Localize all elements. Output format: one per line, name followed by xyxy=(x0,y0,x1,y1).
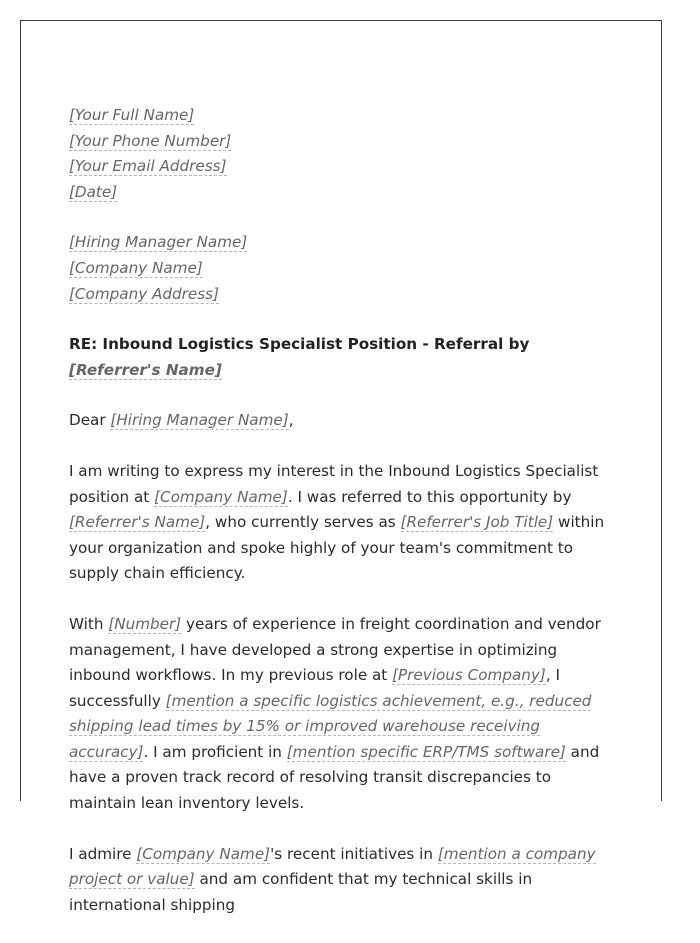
salutation-name: [Hiring Manager Name] xyxy=(110,411,289,430)
p2-text-1: With xyxy=(69,614,109,633)
paragraph-intro xyxy=(69,459,614,587)
p3-text-3: and am confident that my technical skills in international shipping xyxy=(69,870,533,914)
letter-date: [Date] xyxy=(69,182,118,201)
recipient-block xyxy=(69,230,614,307)
p1-text-2: . I was referred to this opportunity by xyxy=(287,487,572,506)
salutation-suffix: , xyxy=(288,411,294,430)
subject-referrer: [Referrer's Name] xyxy=(69,360,222,379)
paragraph-company-interest xyxy=(69,842,614,919)
recipient-manager: [Hiring Manager Name] xyxy=(69,233,248,252)
sender-email: [Your Email Address] xyxy=(69,157,227,176)
p2-software: [mention specific ERP/TMS software] xyxy=(286,742,566,761)
subject-line xyxy=(69,332,614,383)
recipient-address: [Company Address] xyxy=(69,284,220,303)
p2-previous-company: [Previous Company] xyxy=(392,666,546,685)
p2-text-2: years of experience in freight coordination and vendor management, I have developed a strong expertise in optimizing inbound workflows. In my previous role at xyxy=(69,614,601,685)
salutation-prefix: Dear xyxy=(69,411,111,430)
p1-referrer: [Referrer's Name] xyxy=(69,513,206,532)
salutation xyxy=(69,408,614,434)
p1-text-4: within your organization and spoke highly of your team's commitment to supply chain efficiency. xyxy=(69,513,605,583)
p1-text-3: , who currently serves as xyxy=(205,513,401,532)
p2-achievement: [mention a specific logistics achievement, e.g., reduced shipping lead times by 15% or improved warehouse receiving accuracy] xyxy=(69,691,592,761)
letter-body xyxy=(69,103,614,943)
letter-page xyxy=(20,20,662,914)
p2-text-5: and have a proven track record of resolving transit discrepancies to maintain lean inventory levels. xyxy=(69,742,600,813)
p1-text-1: I am writing to express my interest in the Inbound Logistics Specialist position at xyxy=(69,461,599,506)
paragraph-experience xyxy=(69,612,614,817)
p2-number: [Number] xyxy=(108,614,182,633)
p1-company: [Company Name] xyxy=(154,487,288,506)
sender-block xyxy=(69,103,614,205)
subject-prefix: RE: Inbound Logistics Specialist Position - Referral by xyxy=(69,335,530,354)
recipient-company: [Company Name] xyxy=(69,258,203,277)
p2-text-3: , I successfully xyxy=(69,666,560,710)
sender-full-name: [Your Full Name] xyxy=(69,106,195,124)
sender-phone: [Your Phone Number] xyxy=(69,131,232,150)
p1-referrer-title: [Referrer's Job Title] xyxy=(400,513,554,532)
p3-text-2: 's recent initiatives in xyxy=(270,844,438,863)
p3-text-1: I admire xyxy=(69,844,137,863)
p2-text-4: . I am proficient in xyxy=(143,742,287,761)
p3-company: [Company Name] xyxy=(136,844,271,863)
p3-project: [mention a company project or value] xyxy=(69,844,596,889)
